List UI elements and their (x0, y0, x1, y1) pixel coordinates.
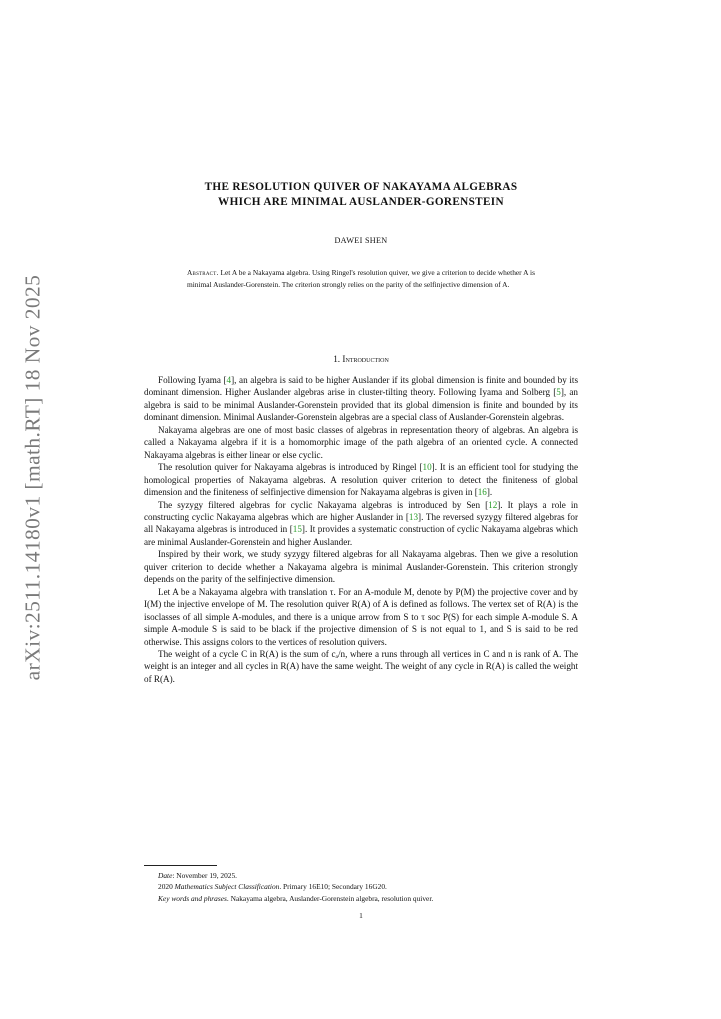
section-number: 1. (333, 354, 341, 364)
text-run: ]. (486, 487, 493, 498)
text-run: Inspired by their work, we study syzygy filtered algebras for all Nakayama algebras. Then we give a resolution quiver criterion to decide whether a Nakayama algebra is minimal Auslander-Gorenstein. This criterion strongly depends on the parity of the selfinjective dimension. (144, 549, 578, 585)
author-name: DAWEI SHEN (334, 236, 388, 245)
text-run: The resolution quiver for Nakayama algebras is introduced by Ringel [ (158, 462, 423, 473)
footnote-date (144, 870, 578, 881)
footnote-msc (144, 881, 578, 892)
paragraph-ringel (144, 461, 578, 498)
citation-link[interactable]: 5 (556, 387, 561, 398)
citation-link[interactable]: 4 (226, 375, 232, 385)
text-run: Following Iyama [ (158, 375, 227, 385)
text-run: The weight of a cycle C in R(A) is the sum of cₐ/n, where a runs through all vertices in C and n is rank of A. The weight is an integer and all cycles in R(A) have the same weight. The weight of any cycle in R(A) is called the weight of R(A). (144, 648, 578, 684)
abstract (187, 267, 535, 290)
footnote-keywords (144, 893, 578, 904)
footnote-label: Mathematics Subject Classification (174, 882, 280, 892)
paragraph-weight (144, 648, 578, 685)
citation-link[interactable]: 13 (408, 511, 419, 522)
paragraph-iyama (144, 374, 578, 424)
citation-link[interactable]: 12 (488, 499, 498, 510)
citation-link[interactable]: 16 (477, 487, 487, 498)
title-line-1: THE RESOLUTION QUIVER OF NAKAYAMA ALGEBRAS (204, 181, 518, 193)
paragraph-inspired (144, 548, 578, 585)
citation-link[interactable]: 15 (292, 524, 302, 535)
paragraph-nakayama (144, 424, 578, 461)
text-run: ], an algebra is said to be higher Auslander if its global dimension is finite and bounded by its dominant dimension. Higher Auslander algebras arise in cluster-tilting theory. Following Iyama and Solberg [ (144, 375, 578, 398)
footnote-rule (144, 865, 217, 866)
title-line-2: WHICH ARE MINIMAL AUSLANDER-GORENSTEIN (218, 196, 504, 208)
text-run: The syzygy filtered algebras for cyclic Nakayama algebras is introduced by Sen [ (158, 499, 489, 510)
text-run: ]. It provides a systematic construction of cyclic Nakayama algebras which are minimal Auslander-Gorenstein and higher Auslander. (144, 524, 578, 547)
footnote-label: Key words and phrases (158, 893, 227, 903)
introduction-body (144, 374, 578, 685)
arxiv-identifier-text: arXiv:2511.14180v1 [math.RT] 18 Nov 2025 (20, 274, 45, 681)
page-number: 1 (359, 911, 363, 920)
text-run: ], an algebra is said to be minimal Auslander-Gorenstein provided that its global dimension is finite and bounded by its dominant dimension. Minimal Auslander-Gorenstein algebras are a special class of Auslander-Gorenstein algebras. (144, 387, 578, 423)
paragraph-syzygy (144, 499, 578, 549)
text-run: Let A be a Nakayama algebra with translation τ. For an A-module M, denote by P(M) the projective cover and by I(M) the injective envelope of M. The resolution quiver R(A) of A is defined as follows. The vertex set of R(A) is the isoclasses of all simple A-modules, and there is a unique arrow from S to τ soc P(S) for each simple A-module S. A simple A-module S is said to be black if the projective dimension of S is not equal to 1, and S is said to be red otherwise. This assigns colors to the vertices of resolution quivers. (144, 586, 578, 647)
footnote-prefix: 2020 (158, 882, 175, 892)
text-run: ]. It is an efficient tool for studying the homological properties of Nakayama algebras. A resolution quiver criterion to detect the finiteness of global dimension and the finiteness of selfinjective dimension for Nakayama algebras is given in [ (144, 462, 578, 498)
abstract-text: Let A be a Nakayama algebra. Using Ringel's resolution quiver, we give a criterion to decide whether A is minimal Auslander-Gorenstein. The criterion strongly relies on the parity of the selfinjective dimension of A. (187, 268, 535, 289)
text-run: ]. The reversed syzygy filtered algebras for all Nakayama algebras is introduced in [ (144, 511, 578, 535)
footnotes (144, 870, 578, 904)
section-heading (144, 354, 578, 364)
footnote-value: . Primary 16E10; Secondary 16G20. (279, 882, 387, 892)
paper-title (144, 180, 578, 210)
arxiv-identifier-stamp (16, 274, 50, 681)
paragraph-definitions (144, 586, 578, 648)
citation-link[interactable]: 10 (422, 462, 432, 473)
footnote-label: Date (158, 871, 173, 880)
text-run: ]. It plays a role in constructing cyclic Nakayama algebras which are higher Auslander in [ (144, 499, 578, 522)
abstract-label: Abstract. (187, 268, 219, 277)
footnote-value: : November 19, 2025. (172, 871, 238, 880)
section-title: Introduction (342, 354, 389, 364)
footnote-value: . Nakayama algebra, Auslander-Gorenstein algebra, resolution quiver. (226, 893, 434, 903)
text-run: Nakayama algebras are one of most basic classes of algebras in representation theory of algebras. An algebra is called a Nakayama algebra if it is a homomorphic image of the path algebra of an oriented cycle. A connected Nakayama algebras is either linear or else cyclic. (144, 424, 578, 460)
